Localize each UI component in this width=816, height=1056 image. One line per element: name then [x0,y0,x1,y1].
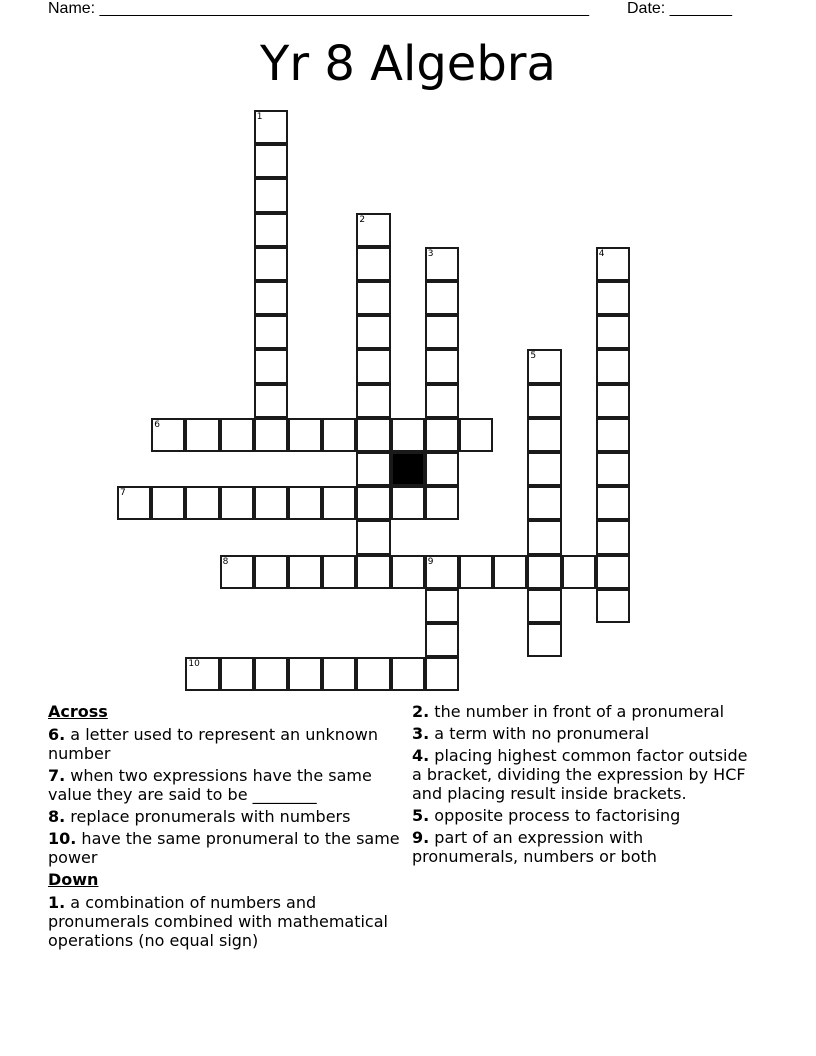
grid-cell[interactable] [527,623,561,657]
grid-cell[interactable] [151,418,185,452]
black-cell [391,452,425,486]
clue-number: 4. [412,746,430,765]
grid-cell[interactable] [596,486,630,520]
grid-cell[interactable] [425,452,459,486]
grid-cell[interactable] [425,486,459,520]
grid-cell[interactable] [254,144,288,178]
grid-cell[interactable] [596,589,630,623]
grid-cell[interactable] [322,555,356,589]
grid-cell[interactable] [391,418,425,452]
grid-cell[interactable] [254,349,288,383]
grid-cell[interactable] [356,657,390,691]
grid-cell[interactable] [425,349,459,383]
grid-cell[interactable] [425,418,459,452]
clue-text: opposite process to factorising [429,806,681,825]
grid-cell[interactable] [391,657,425,691]
grid-cell[interactable] [220,486,254,520]
date-field-label: Date: _______ [627,0,732,17]
clue-number: 10. [48,829,77,848]
grid-cell[interactable] [254,555,288,589]
grid-cell[interactable] [425,384,459,418]
grid-cell[interactable] [288,418,322,452]
clue-across-8 [48,807,408,826]
clue-down-9 [412,828,752,866]
grid-cell[interactable] [356,315,390,349]
grid-cell[interactable] [254,315,288,349]
grid-cell[interactable] [527,520,561,554]
grid-cell[interactable] [356,247,390,281]
clue-down-3 [412,724,752,743]
grid-cell[interactable] [562,555,596,589]
clue-number: 6. [48,725,66,744]
grid-cell[interactable] [527,452,561,486]
clue-text: a combination of numbers and pronumerals combined with mathematical operations (no equal sign) [48,893,388,950]
clue-number-label: 3 [427,248,434,259]
grid-cell[interactable] [185,418,219,452]
grid-cell[interactable] [356,486,390,520]
grid-cell[interactable] [288,555,322,589]
clue-number: 7. [48,766,66,785]
grid-cell[interactable] [425,589,459,623]
clue-number-label: 6 [154,419,160,430]
grid-cell[interactable] [254,418,288,452]
clue-text: when two expressions have the same value they are said to be ________ [48,766,372,804]
grid-cell[interactable] [185,486,219,520]
grid-cell[interactable] [254,110,288,144]
clue-number-label: 10 [188,659,200,670]
clue-across-10 [48,829,408,867]
clue-number: 1. [48,893,66,912]
grid-cell[interactable] [254,384,288,418]
grid-cell[interactable] [185,657,219,691]
name-field-label: Name: _______________________________________________________ [48,0,589,17]
grid-cell[interactable] [425,281,459,315]
grid-cell[interactable] [322,486,356,520]
clue-number: 5. [412,806,430,825]
grid-cell[interactable] [527,384,561,418]
clue-text: the number in front of a pronumeral [429,702,725,721]
grid-cell[interactable] [288,486,322,520]
grid-cell[interactable] [254,657,288,691]
grid-cell[interactable] [596,384,630,418]
grid-cell[interactable] [220,657,254,691]
clue-number-label: 2 [359,214,366,225]
grid-cell[interactable] [596,247,630,281]
grid-cell[interactable] [527,486,561,520]
grid-cell[interactable] [425,555,459,589]
clue-text: a term with no pronumeral [429,724,650,743]
page-title: Yr 8 Algebra [260,36,556,92]
clue-number-label: 5 [530,351,537,362]
grid-cell[interactable] [356,213,390,247]
grid-cell[interactable] [596,452,630,486]
grid-cell[interactable] [391,555,425,589]
grid-cell[interactable] [220,418,254,452]
clue-text: placing highest common factor outside a bracket, dividing the expression by HCF and placing result inside brackets. [412,746,748,803]
grid-cell[interactable] [117,486,151,520]
grid-cell[interactable] [596,281,630,315]
grid-cell[interactable] [356,349,390,383]
grid-cell[interactable] [254,281,288,315]
grid-cell[interactable] [596,555,630,589]
clue-number: 3. [412,724,430,743]
grid-cell[interactable] [425,315,459,349]
grid-cell[interactable] [254,178,288,212]
grid-cell[interactable] [356,418,390,452]
grid-cell[interactable] [459,555,493,589]
clue-number-label: 8 [222,556,229,567]
clue-down-1 [48,893,408,950]
clue-number: 8. [48,807,66,826]
clue-down-5 [412,806,752,825]
grid-cell[interactable] [288,657,322,691]
grid-cell[interactable] [596,418,630,452]
grid-cell[interactable] [527,555,561,589]
clue-text: replace pronumerals with numbers [65,807,351,826]
grid-cell[interactable] [425,657,459,691]
grid-cell[interactable] [151,486,185,520]
clue-text: a letter used to represent an unknown number [48,725,378,763]
grid-cell[interactable] [596,349,630,383]
grid-cell[interactable] [356,520,390,554]
grid-cell[interactable] [527,349,561,383]
clue-number: 2. [412,702,430,721]
grid-cell[interactable] [596,520,630,554]
clue-text: have the same pronumeral to the same power [48,829,400,867]
grid-cell[interactable] [356,281,390,315]
clue-across-7 [48,766,408,804]
clue-number-label: 4 [598,248,605,259]
down-heading: Down [48,870,99,889]
clue-number: 9. [412,828,430,847]
grid-cell[interactable] [425,247,459,281]
grid-cell[interactable] [391,486,425,520]
grid-cell[interactable] [425,623,459,657]
grid-cell[interactable] [254,213,288,247]
grid-cell[interactable] [356,555,390,589]
grid-cell[interactable] [254,486,288,520]
clue-number-label: 7 [120,488,126,499]
grid-cell[interactable] [356,452,390,486]
grid-cell[interactable] [596,315,630,349]
grid-cell[interactable] [356,384,390,418]
grid-cell[interactable] [493,555,527,589]
across-heading: Across [48,702,108,721]
clue-down-2 [412,702,752,721]
clues-right-column [412,702,752,869]
clue-text: part of an expression with pronumerals, numbers or both [412,828,657,866]
grid-cell[interactable] [527,418,561,452]
clue-number-label: 1 [256,112,263,122]
grid-cell[interactable] [527,589,561,623]
grid-cell[interactable] [459,418,493,452]
grid-cell[interactable] [322,418,356,452]
grid-cell[interactable] [220,555,254,589]
clue-number-label: 9 [427,556,434,567]
clues-left-column [48,702,408,953]
clue-down-4 [412,746,752,803]
grid-cell[interactable] [254,247,288,281]
clue-across-6 [48,725,408,763]
grid-cell[interactable] [322,657,356,691]
